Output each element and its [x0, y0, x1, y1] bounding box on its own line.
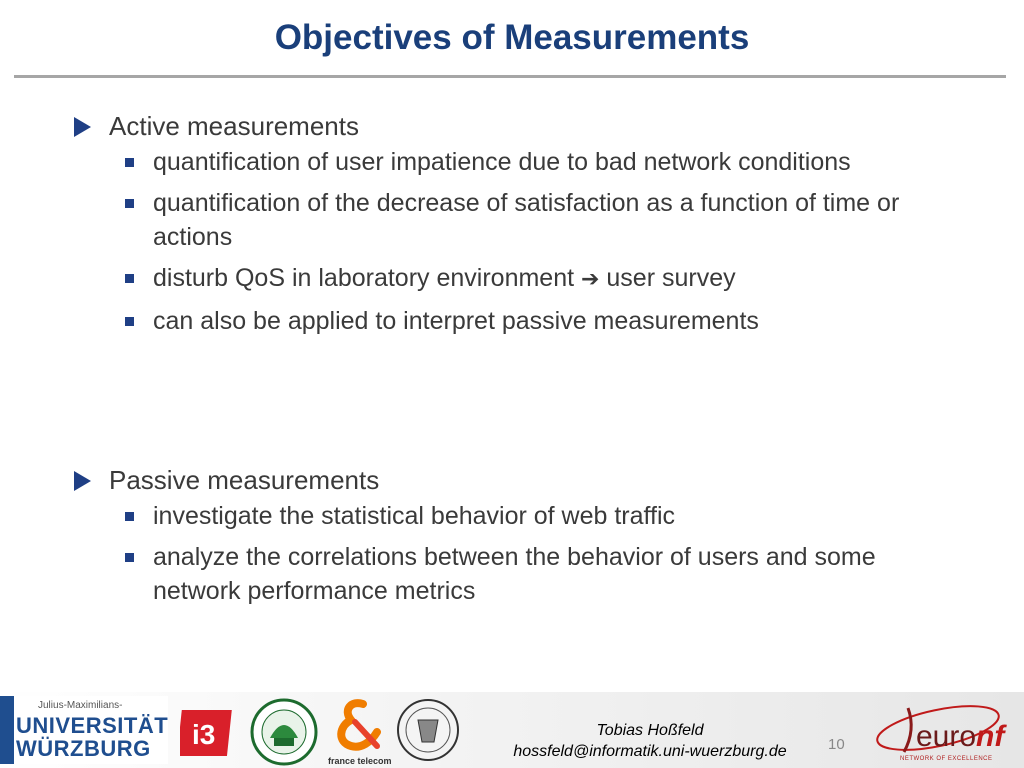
section-active-measurements	[72, 110, 972, 345]
page-number: 10	[828, 736, 845, 753]
triangle-bullet-icon	[74, 471, 91, 491]
square-bullet-icon	[125, 512, 134, 521]
list-item-text: analyze the correlations between the behavior of users and some network performance metrics	[153, 543, 876, 605]
slide-footer	[0, 692, 1024, 768]
section-heading-text: Passive measurements	[109, 465, 380, 495]
euronf-logo	[868, 700, 1016, 766]
square-bullet-icon	[125, 317, 134, 326]
list-item-text: quantification of user impatience due to bad network conditions	[153, 148, 851, 176]
list-item-text: can also be applied to interpret passive measurements	[153, 307, 759, 335]
square-bullet-icon	[125, 158, 134, 167]
section-passive-measurements	[72, 464, 972, 615]
i3-logo	[180, 708, 234, 758]
euronf-prefix: euro	[916, 720, 977, 753]
list-item	[153, 261, 923, 297]
triangle-bullet-icon	[74, 117, 91, 137]
section-heading	[72, 110, 972, 142]
list-item	[153, 540, 923, 608]
university-wuerzburg-logo	[0, 696, 168, 764]
right-arrow-icon: ➔	[581, 267, 600, 292]
slide-title: Objectives of Measurements	[274, 18, 750, 57]
list-item-text: quantification of the decrease of satisfaction as a function of time or actions	[153, 189, 900, 251]
square-bullet-icon	[125, 199, 134, 208]
list-item	[153, 186, 923, 254]
list-item-text: user survey	[606, 264, 736, 292]
university-seal-logo	[396, 698, 460, 762]
euronf-wordmark	[916, 720, 1004, 754]
square-bullet-icon	[125, 274, 134, 283]
france-telecom-logo	[325, 698, 391, 768]
section-heading	[72, 464, 972, 496]
list-item	[153, 145, 923, 179]
ampersand-mark-icon	[325, 698, 391, 754]
list-item-text: disturb QoS in laboratory environment	[153, 264, 575, 292]
list-item-text: investigate the statistical behavior of web traffic	[153, 502, 676, 530]
sub-bullet-list	[72, 499, 972, 608]
university-name-line2: WÜRZBURG	[16, 736, 151, 761]
university-small-text: Julius-Maximilians-	[38, 700, 123, 711]
france-telecom-text: france telecom	[328, 756, 392, 766]
title-divider	[14, 75, 1006, 78]
author-name: Tobias Hoßfeld	[596, 722, 704, 739]
square-bullet-icon	[125, 553, 134, 562]
i3-mark-text: i3	[192, 719, 216, 750]
bth-seal-logo	[250, 698, 318, 766]
euronf-tagline: NETWORK OF EXCELLENCE	[900, 756, 993, 762]
sub-bullet-list	[72, 145, 972, 338]
list-item	[153, 499, 923, 533]
university-name-line1: UNIVERSITÄT	[16, 713, 169, 738]
list-item	[153, 304, 923, 338]
logo-accent-bar	[0, 696, 14, 764]
section-heading-text: Active measurements	[109, 111, 359, 141]
author-email: hossfeld@informatik.uni-wuerzburg.de	[513, 743, 787, 760]
euronf-suffix: nf	[976, 720, 1005, 753]
author-info	[470, 720, 830, 762]
